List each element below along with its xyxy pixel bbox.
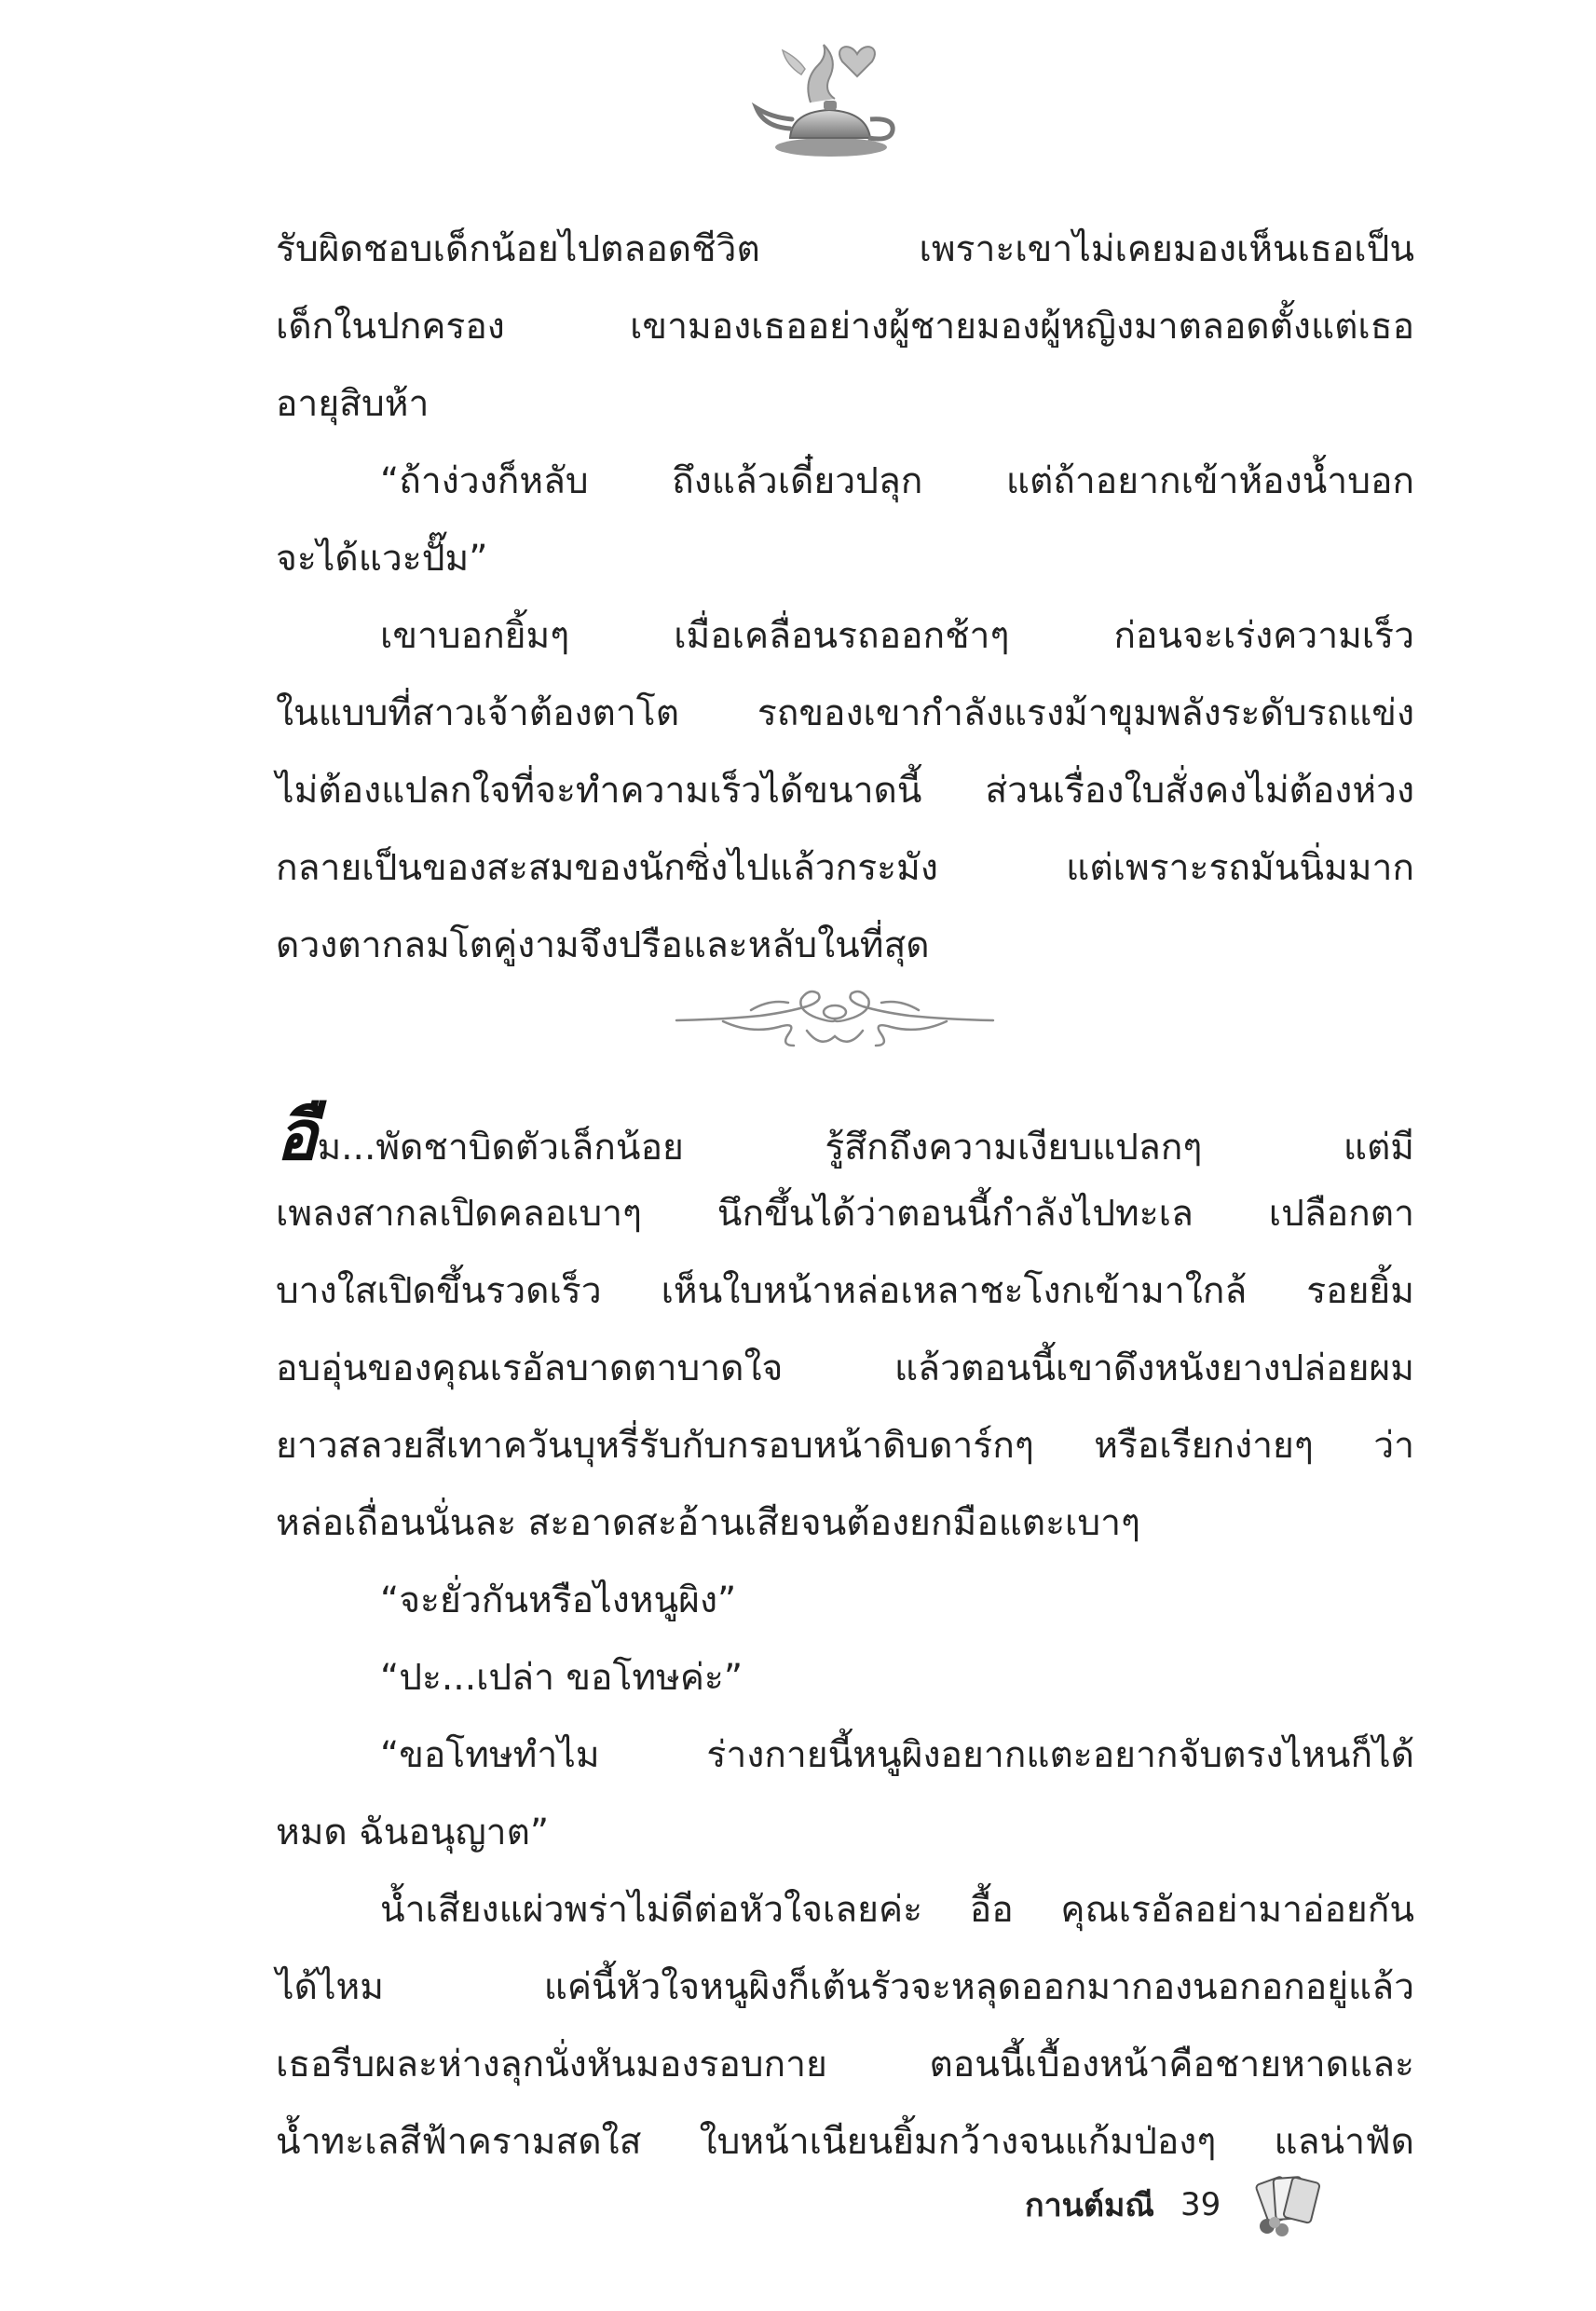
page-number: 39	[1180, 2186, 1221, 2223]
text-line: ดวงตากลมโตคู่งามจึงปรือและหลับในที่สุด	[276, 924, 930, 966]
text-line: อายุสิบห้า	[276, 383, 430, 425]
text-line: เด็กในปกครอง เขามองเธออย่างผู้ชายมองผู้หญิงมาตลอดตั้งแต่เธอ	[276, 306, 1414, 348]
text-line: น้ำเสียงแผ่วพร่าไม่ดีต่อหัวใจเลยค่ะ อื้อ คุณเรอัลอย่ามาอ่อยกัน	[380, 1889, 1414, 1931]
text-line: ในแบบที่สาวเจ้าต้องตาโต รถของเขากำลังแรงม้าขุมพลังระดับรถแข่ง	[276, 692, 1414, 734]
text-line: หมด ฉันอนุญาต”	[276, 1812, 550, 1853]
text-line: ได้ไหม แค่นี้หัวใจหนูผิงก็เต้นรัวจะหลุดออกมากองนอกอกอยู่แล้ว	[276, 1966, 1414, 2008]
text-line: เขาบอกยิ้มๆ เมื่อเคลื่อนรถออกช้าๆ ก่อนจะเร่งความเร็ว	[380, 615, 1414, 657]
text-line: เพลงสากลเปิดคลอเบาๆ นึกขึ้นได้ว่าตอนนี้กำลังไปทะเล เปลือกตา	[276, 1193, 1414, 1235]
text-line: อบอุ่นของคุณเรอัลบาดตาบาดใจ แล้วตอนนี้เขาดึงหนังยางปล่อยผม	[276, 1347, 1414, 1389]
text-line: “ปะ...เปล่า ขอโทษค่ะ”	[380, 1657, 743, 1699]
text-line: “ขอโทษทำไม ร่างกายนี้หนูผิงอยากแตะอยากจับตรงไหนก็ได้	[380, 1734, 1414, 1776]
text-line: บางใสเปิดขึ้นรวดเร็ว เห็นใบหน้าหล่อเหลาชะโงกเข้ามาใกล้ รอยยิ้ม	[276, 1270, 1414, 1312]
playing-cards-icon	[1243, 2172, 1332, 2237]
text-line: จะได้แวะปั๊ม”	[276, 538, 488, 580]
text-line: หล่อเถื่อนนั่นละ สะอาดสะอ้านเสียจนต้องยกมือแตะเบาๆ	[276, 1502, 1140, 1544]
footer-author: กานต์มณี	[1025, 2187, 1154, 2224]
dropcap-rest: ม...พัดชาบิดตัวเล็กน้อย รู้สึกถึงความเงียบแปลกๆ แต่มี	[317, 1127, 1414, 1169]
page-footer	[1025, 2177, 1332, 2233]
paragraph-block-2	[276, 1098, 1414, 2181]
dropcap-line	[276, 1098, 1414, 1175]
text-line: ไม่ต้องแปลกใจที่จะทำความเร็วได้ขนาดนี้ ส่วนเรื่องใบสั่งคงไม่ต้องห่วง	[276, 770, 1414, 812]
text-line: เธอรีบผละห่างลุกนั่งหันมองรอบกาย ตอนนี้เบื้องหน้าคือชายหาดและ	[276, 2044, 1414, 2085]
text-line: ยาวสลวยสีเทาควันบุหรี่รับกับกรอบหน้าดิบดาร์กๆ หรือเรียกง่ายๆ ว่า	[276, 1425, 1414, 1467]
text-line: รับผิดชอบเด็กน้อยไปตลอดชีวิต เพราะเขาไม่เคยมองเห็นเธอเป็น	[276, 228, 1414, 270]
text-line: น้ำทะเลสีฟ้าครามสดใส ใบหน้าเนียนยิ้มกว้างจนแก้มป่องๆ แลน่าฟัด	[276, 2121, 1414, 2163]
text-line: “จะยั่วกันหรือไงหนูผิง”	[380, 1579, 737, 1621]
teapot-ornament-icon	[745, 37, 913, 168]
text-line: “ถ้าง่วงก็หลับ ถึงแล้วเดี๋ยวปลุก แต่ถ้าอยากเข้าห้องน้ำบอก	[380, 460, 1414, 502]
text-line: กลายเป็นของสะสมของนักซิ่งไปแล้วกระมัง แต่เพราะรถมันนิ่มมาก	[276, 847, 1414, 889]
paragraph-block-1	[276, 211, 1414, 984]
dropcap: อื	[276, 1096, 318, 1176]
flourish-divider-icon	[667, 978, 1003, 1062]
